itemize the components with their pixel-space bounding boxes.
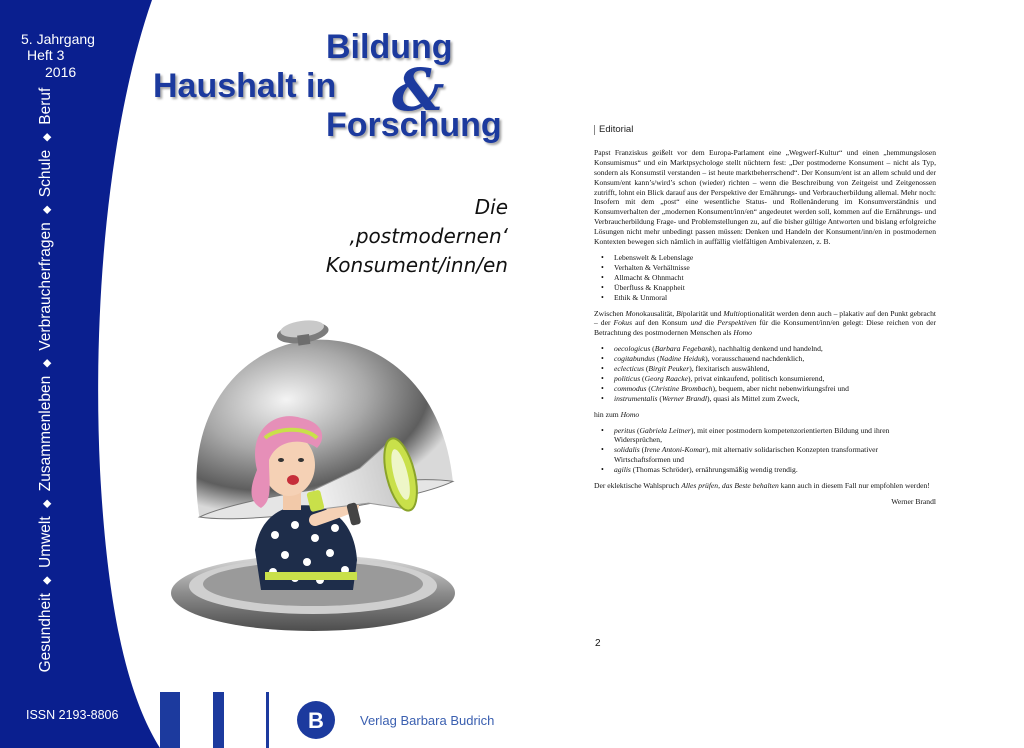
editorial-page <box>578 125 938 507</box>
issn-label: ISSN 2193-8806 <box>26 708 119 722</box>
italic-run: Bi <box>676 308 683 318</box>
text-run: Zwischen <box>594 308 626 318</box>
logo-word-haushalt: Haushalt in <box>153 67 337 105</box>
description: , privat einkaufend, politisch konsumierend, <box>690 373 825 383</box>
description: , flexitarisch auswählend, <box>691 364 770 374</box>
text-run: hin zum <box>594 409 621 419</box>
homo-types-list-2 <box>594 426 936 476</box>
list-item: • Lebenswelt & Lebenslage <box>614 253 936 263</box>
description: , bequem, aber nicht nebenwirkungsfrei und <box>714 383 849 393</box>
cover-title-line-1: Die <box>474 195 508 219</box>
author: Birgit Peuker <box>648 364 690 374</box>
topic-separator: ◆ <box>41 359 53 368</box>
italic-run: Homo <box>620 409 640 419</box>
list-item: • agilis (Thomas Schröder), ernährungsmäßig wendig trendig. <box>614 465 936 475</box>
homo-types-list <box>594 344 936 403</box>
issue-label: Heft 3 <box>27 47 65 63</box>
section-label: Editorial <box>594 125 938 135</box>
term: eclecticus <box>614 364 644 374</box>
author: Werner Brandl <box>661 393 707 403</box>
topic-separator: ◆ <box>41 133 53 142</box>
cloche-illustration <box>165 310 465 640</box>
topic-umwelt: Umwelt <box>37 516 54 568</box>
author: Georg Raacke <box>644 373 688 383</box>
text-run: kann auch in diesem Fall nur empfohlen werden! <box>778 481 930 491</box>
closing-paragraph <box>594 481 936 491</box>
topic-schule: Schule <box>37 149 54 198</box>
description: , mit einer postmodern kompetenzorientierten Bildung und ihren Widersprüchen, <box>614 425 890 445</box>
topic-verbraucherfragen: Verbraucherfragen <box>37 222 54 351</box>
list-item: • Allmacht & Ohnmacht <box>614 273 936 283</box>
text-run: optionalität werden denn auch – plakativ auf den Punkt gebracht – der <box>594 308 936 328</box>
volume-label: 5. Jahrgang <box>21 31 95 47</box>
list-item: • politicus (Georg Raacke), privat einkaufend, politisch konsumierend, <box>614 374 936 384</box>
description: , nachhaltig denkend und handelnd, <box>714 344 823 354</box>
italic-run: Perspektiven <box>717 318 757 328</box>
list-item: • Verhalten & Verhältnisse <box>614 263 936 273</box>
term: peritus <box>614 425 636 435</box>
logo-ampersand: & <box>392 56 445 124</box>
italic-run: Mono <box>625 308 644 318</box>
year-label: 2016 <box>45 64 77 80</box>
author: Barbara Fegebank <box>654 344 713 354</box>
list-item: • Überfluss & Knappheit <box>614 283 936 293</box>
list-item: • solidalis (Irene Antoni-Komar), mit alternativ solidarischen Konzepten transformativer Wirtschaftsformen und <box>614 445 936 465</box>
author: Thomas Schröder <box>635 465 690 475</box>
logo-word-bildung: Bildung <box>326 28 453 66</box>
term: agilis <box>614 465 631 475</box>
text-run: Der eklektische Wahlspruch <box>594 481 682 491</box>
cover-title-line-2: ‚postmodernen‘ <box>349 224 508 248</box>
bridge-line <box>594 410 936 420</box>
topics-vertical <box>34 60 58 700</box>
list-item: • cogitabundus (Nadine Heiduk), vorausschauend nachdenklich, <box>614 354 936 364</box>
term: instrumentalis <box>614 393 658 403</box>
text-run: für die Konsument/inn/en gelegt: Diese reichen von der Betrachtung des postmodernen Menschen als <box>594 318 936 338</box>
publisher-logo-icon <box>296 700 336 740</box>
list-item: • eclecticus (Birgit Peuker), flexitarisch auswählend, <box>614 364 936 374</box>
text-run: polarität und <box>682 308 724 318</box>
topic-beruf: Beruf <box>37 87 54 125</box>
decor-bar <box>213 692 224 748</box>
list-item: • commodus (Christine Brombach), bequem, aber nicht nebenwirkungsfrei und <box>614 384 936 394</box>
logo-word-forschung: Forschung <box>326 106 502 144</box>
description: , vorausschauend nachdenklich, <box>707 354 805 364</box>
intro-paragraph: Papst Franziskus geißelt vor dem Europa-Parlament eine „Wegwerf-Kultur“ und einen „hemmungslosen Konsumismus“ und ein Marktpsychologe stellt nüchtern fest: „Der postmoderne Konsument – nicht als Typ, sondern als Konsumstil verstanden – ist heute marktbeherrschend“. Der Konsum/ent ist an allem schuld und der Konsum/ent kann’s/wird’s schon (wieder) richten – wenn die Beschreibung von Zeitgeist und Zeitgenossen zutrifft, lohnt ein Blick darauf aus der Perspektive der Ernährungs- und Verbraucherbildung allemal. Mehr noch: Insofern mit dem „post“ eine wesentliche Status- und Rollenänderung im Konsumverständnis und Konsumverhalten der „modernen Konsument/inn/en“ angedeutet werden soll, kommen auf die Ernährungs- und Verbraucherbildung Frage- und Problemstellungen zu, auf die bisher gültige Antworten und bislang erfolgreiche Lösungen nicht mehr unbedingt passen müssen: Denken und Handeln der Konsument/inn/en in postmodernen Kontexten bewegen sich nämlich in auffällig vielfältigen Ambivalenzen, z. B. <box>594 147 936 247</box>
author: Christine Brombach <box>650 383 713 393</box>
term: solidalis <box>614 445 640 455</box>
list-item: • oecologicus (Barbara Fegebank), nachhaltig denkend und handelnd, <box>614 344 936 354</box>
decor-bar <box>160 692 180 748</box>
description: , ernährungsmäßig wendig trendig. <box>691 465 798 475</box>
author: Irene Antoni-Komar <box>644 445 706 455</box>
topic-separator: ◆ <box>41 205 53 214</box>
list-item: • Ethik & Unmoral <box>614 293 936 303</box>
text-run: kausalität, <box>643 308 677 318</box>
topic-separator: ◆ <box>41 576 53 585</box>
decor-bar <box>266 692 269 748</box>
page-number: 2 <box>595 638 601 649</box>
publisher-name: Verlag Barbara Budrich <box>360 713 495 728</box>
list-item: • instrumentalis (Werner Brandl), quasi als Mittel zum Zweck, <box>614 394 936 404</box>
author: Gabriela Leitner <box>639 425 691 435</box>
term: oecologicus <box>614 344 651 354</box>
italic-run: Alles prüfen, das Beste behalten <box>681 481 779 491</box>
italic-run: Fokus <box>613 318 633 328</box>
publisher-monogram: B <box>308 708 324 733</box>
term: cogitabundus <box>614 354 655 364</box>
topic-gesundheit: Gesundheit <box>37 593 54 673</box>
description: , mit alternativ solidarischen Konzepten transformativer Wirtschaftsformen und <box>614 445 879 465</box>
second-paragraph <box>594 309 936 339</box>
description: , quasi als Mittel zum Zweck, <box>709 393 800 403</box>
italic-run: Homo <box>733 328 752 338</box>
term: commodus <box>614 383 647 393</box>
ambivalence-list <box>594 253 936 303</box>
italic-run: Multi <box>723 308 740 318</box>
text-run: die <box>701 318 718 328</box>
cover-title-line-3: Konsument/inn/en <box>325 253 508 277</box>
italic-run: und <box>690 318 702 328</box>
topic-separator: ◆ <box>41 499 53 509</box>
author-signature: Werner Brandl <box>891 497 936 506</box>
topic-zusammenleben: Zusammenleben <box>37 375 54 492</box>
term: politicus <box>614 373 641 383</box>
list-item: • peritus (Gabriela Leitner), mit einer postmodern kompetenzorientierten Bildung und ihren Widersprüchen, <box>614 426 936 446</box>
author: Nadine Heiduk <box>659 354 706 364</box>
text-run: auf den Konsum <box>632 318 691 328</box>
